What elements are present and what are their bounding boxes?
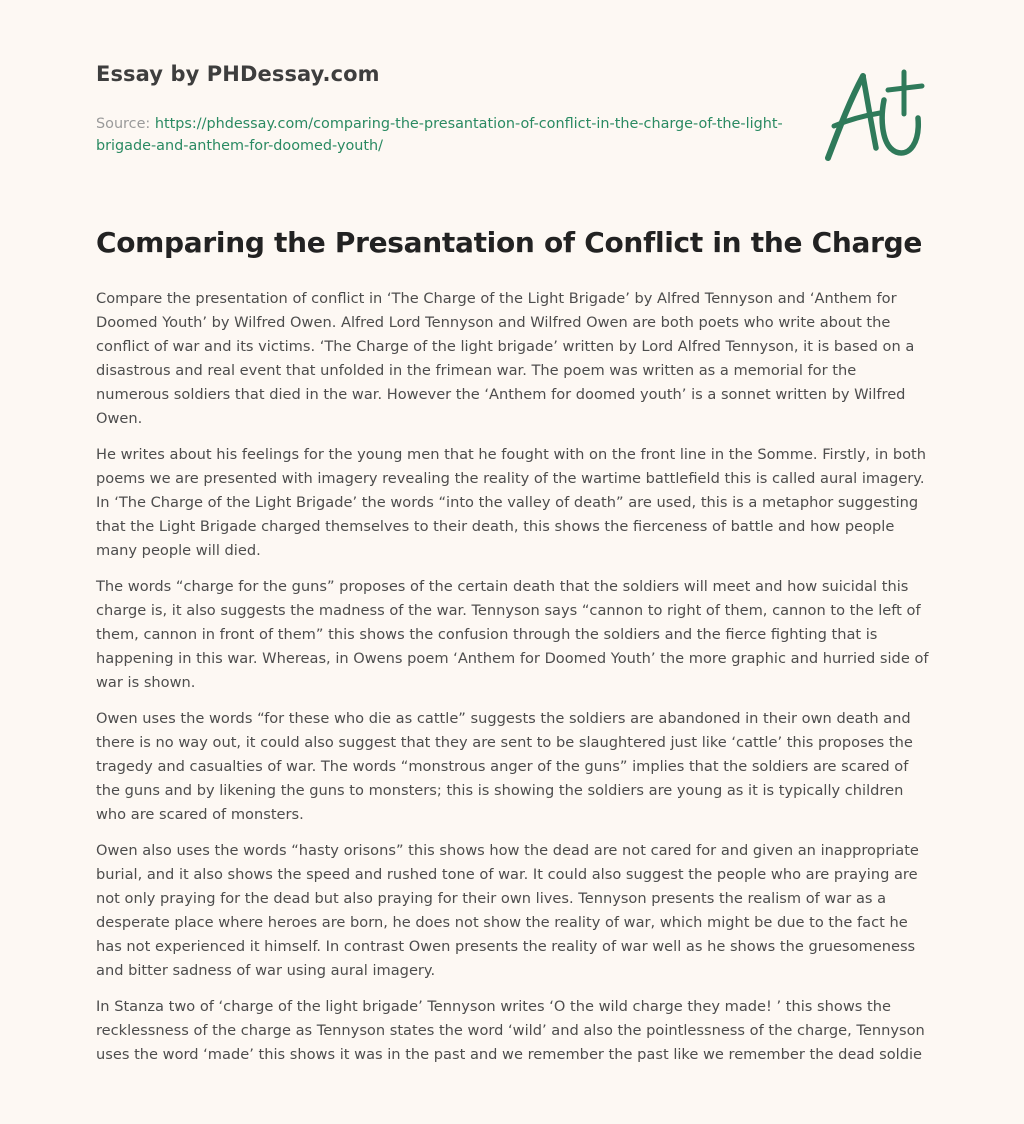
paragraph: Owen also uses the words “hasty orisons” this shows how the dead are not cared for and given an inappropriate burial, and it also shows the speed and rushed tone of war. It could also suggest the people who are praying are not only praying for the dead but also praying for their own lives. Tennyson presents the realism of war as a desperate place where heroes are born, he does not show the reality of war, which might be due to the fact he has not experienced it himself. In contrast Owen presents the reality of war well as he shows the gruesomeness and bitter sadness of war using aural imagery. bbox=[96, 842, 919, 979]
page-header bbox=[96, 62, 796, 157]
article-body bbox=[96, 287, 932, 1079]
paragraph: He writes about his feelings for the young men that he fought with on the front line in the Somme. Firstly, in both poems we are presented with imagery revealing the reality of the wartime battlefield this is called aural imagery. In ‘The Charge of the Light Brigade’ the words “into the valley of death” are used, this is a metaphor suggesting that the Light Brigade charged themselves to their death, this shows the fierceness of battle and how people many people will died. bbox=[96, 446, 926, 559]
paragraph: In Stanza two of ‘charge of the light brigade’ Tennyson writes ‘O the wild charge they made! ’ this shows the recklessness of the charge as Tennyson states the word ‘wild’ and also the pointlessness of the charge, Tennyson uses the word ‘made’ this shows it was in the past and we remember the past like we remember the dead soldie bbox=[96, 998, 925, 1063]
site-brand: Essay by PHDessay.com bbox=[96, 62, 380, 86]
paragraph: The words “charge for the guns” proposes of the certain death that the soldiers will meet and how suicidal this charge is, it also suggests the madness of the war. Tennyson says “cannon to right of them, cannon to the left of them, cannon in front of them” this shows the confusion through the soldiers and the fierce fighting that is happening in this war. Whereas, in Owens poem ‘Anthem for Doomed Youth’ the more graphic and hurried side of war is shown. bbox=[96, 578, 929, 691]
source-link[interactable]: https://phdessay.com/comparing-the-presantation-of-conflict-in-the-charge-of-the-light-brigade-and-anthem-for-doomed-youth/ bbox=[96, 116, 783, 154]
a-plus-logo-icon bbox=[818, 66, 930, 166]
paragraph: Owen uses the words “for these who die as cattle” suggests the soldiers are abandoned in their own death and there is no way out, it could also suggest that they are sent to be slaughtered just like ‘cattle’ this proposes the tragedy and casualties of war. The words “monstrous anger of the guns” implies that the soldiers are scared of the guns and by likening the guns to monsters; this is showing the soldiers are young as it is typically children who are scared of monsters. bbox=[96, 710, 913, 823]
source-label: Source: bbox=[96, 116, 155, 132]
paragraph: Compare the presentation of conflict in ‘The Charge of the Light Brigade’ by Alfred Tennyson and ‘Anthem for Doomed Youth’ by Wilfred Owen. Alfred Lord Tennyson and Wilfred Owen are both poets who write about the conflict of war and its victims. ‘The Charge of the light brigade’ written by Lord Alfred Tennyson, it is based on a disastrous and real event that unfolded in the frimean war. The poem was written as a memorial for the numerous soldiers that died in the war. However the ‘Anthem for doomed youth’ is a sonnet written by Wilfred Owen. bbox=[96, 290, 915, 427]
page-title: Comparing the Presantation of Conflict in the Charge bbox=[96, 226, 923, 259]
source-line bbox=[96, 113, 796, 157]
